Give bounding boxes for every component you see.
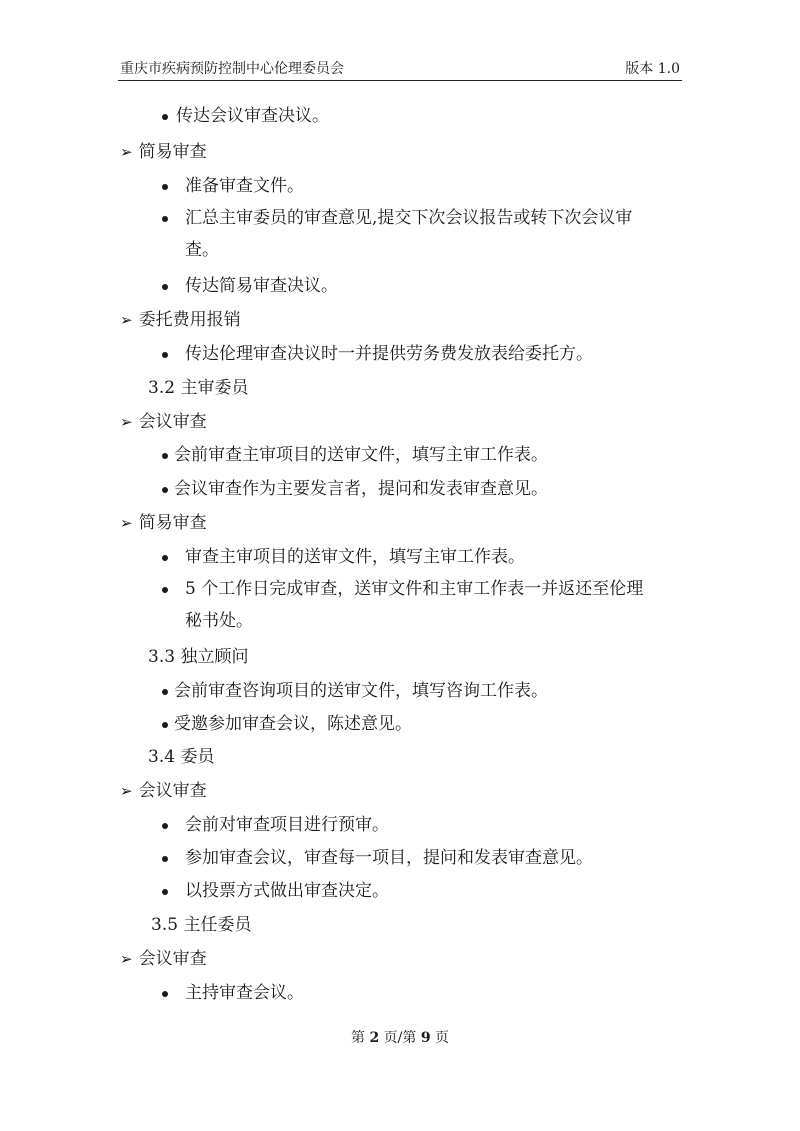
list-item xyxy=(162,477,548,501)
heading-text: 会议审查 xyxy=(138,949,207,969)
bullet-icon xyxy=(162,487,168,493)
list-item-text: 参加审查会议，审查每一项目，提问和发表审查意见。 xyxy=(185,848,593,868)
bullet-icon xyxy=(162,689,168,695)
list-item xyxy=(162,443,548,467)
subsection-title: 3.2 主审委员 xyxy=(148,378,249,398)
subsection-title: 3.5 主任委员 xyxy=(151,915,252,935)
subsection-title: 3.3 独立顾问 xyxy=(148,647,249,667)
bullet-icon xyxy=(162,889,168,895)
subsection-title: 3.4 委员 xyxy=(148,747,215,767)
list-item xyxy=(162,712,412,736)
header-version: 版本 1.0 xyxy=(625,61,680,77)
page-number xyxy=(0,1027,800,1047)
list-item xyxy=(162,174,304,198)
bullet-icon xyxy=(162,284,168,290)
bullet-icon xyxy=(162,856,168,862)
bullet-icon xyxy=(162,991,168,997)
list-item-text: 审查主审项目的送审文件，填写主审工作表。 xyxy=(185,547,525,567)
list-item xyxy=(162,206,632,230)
list-item-text: 准备审查文件。 xyxy=(185,176,304,196)
list-item xyxy=(162,577,643,601)
bullet-icon xyxy=(162,352,168,358)
page-header xyxy=(118,58,682,81)
section-heading xyxy=(120,140,207,164)
list-item-text: 传达会议审查决议。 xyxy=(176,106,329,126)
list-item-text: 会前审查咨询项目的送审文件，填写咨询工作表。 xyxy=(174,681,548,701)
list-item-text: 传达伦理审查决议时一并提供劳务费发放表给委托方。 xyxy=(185,344,593,364)
list-item xyxy=(162,104,329,128)
list-item xyxy=(162,679,548,703)
list-item-text: 以投票方式做出审查决定。 xyxy=(185,881,389,901)
bullet-icon xyxy=(162,453,168,459)
heading-text: 会议审查 xyxy=(138,781,207,801)
list-item-text: 受邀参加审查会议，陈述意见。 xyxy=(174,714,412,734)
list-item-continuation: 查。 xyxy=(185,240,219,260)
page-number-prefix: 第 xyxy=(350,1030,370,1046)
heading-text: 简易审查 xyxy=(138,142,207,162)
bullet-icon xyxy=(162,555,168,561)
arrow-bullet-icon: ➢ xyxy=(120,143,133,161)
bullet-icon xyxy=(162,722,168,728)
section-heading xyxy=(120,511,207,535)
list-item xyxy=(162,545,525,569)
heading-text: 简易审查 xyxy=(138,513,207,533)
page-number-suffix: 页 xyxy=(430,1030,450,1046)
list-item xyxy=(162,274,338,298)
list-item xyxy=(162,879,389,903)
page-number-mid: 页/第 xyxy=(379,1030,421,1046)
list-item-text: 5 个工作日完成审查，送审文件和主审工作表一并返还至伦理 xyxy=(185,579,644,599)
list-item xyxy=(162,981,304,1005)
list-item-text: 会前对审查项目进行预审。 xyxy=(185,815,389,835)
bullet-icon xyxy=(162,184,168,190)
list-item-text: 会议审查作为主要发言者，提问和发表审查意见。 xyxy=(174,479,548,499)
arrow-bullet-icon: ➢ xyxy=(120,950,133,968)
section-heading xyxy=(120,410,207,434)
bullet-icon xyxy=(162,823,168,829)
list-item-text: 会前审查主审项目的送审文件，填写主审工作表。 xyxy=(174,445,548,465)
list-item-text: 主持审查会议。 xyxy=(185,983,304,1003)
bullet-icon xyxy=(162,216,168,222)
list-item-text: 传达简易审查决议。 xyxy=(185,276,338,296)
section-heading xyxy=(120,308,241,332)
section-heading xyxy=(120,779,207,803)
heading-text: 委托费用报销 xyxy=(138,310,241,330)
arrow-bullet-icon: ➢ xyxy=(120,413,133,431)
total-pages: 9 xyxy=(420,1030,431,1046)
list-item-text: 汇总主审委员的审查意见,提交下次会议报告或转下次会议审 xyxy=(185,208,633,228)
arrow-bullet-icon: ➢ xyxy=(120,514,133,532)
heading-text: 会议审查 xyxy=(138,412,207,432)
bullet-icon xyxy=(162,587,168,593)
current-page: 2 xyxy=(369,1030,380,1046)
list-item xyxy=(162,342,593,366)
section-heading xyxy=(120,947,207,971)
arrow-bullet-icon: ➢ xyxy=(120,782,133,800)
bullet-icon xyxy=(162,114,168,120)
arrow-bullet-icon: ➢ xyxy=(120,311,133,329)
list-item xyxy=(162,846,593,870)
list-item xyxy=(162,813,389,837)
header-org-name: 重庆市疾病预防控制中心伦理委员会 xyxy=(120,61,344,77)
list-item-continuation: 秘书处。 xyxy=(185,611,253,631)
